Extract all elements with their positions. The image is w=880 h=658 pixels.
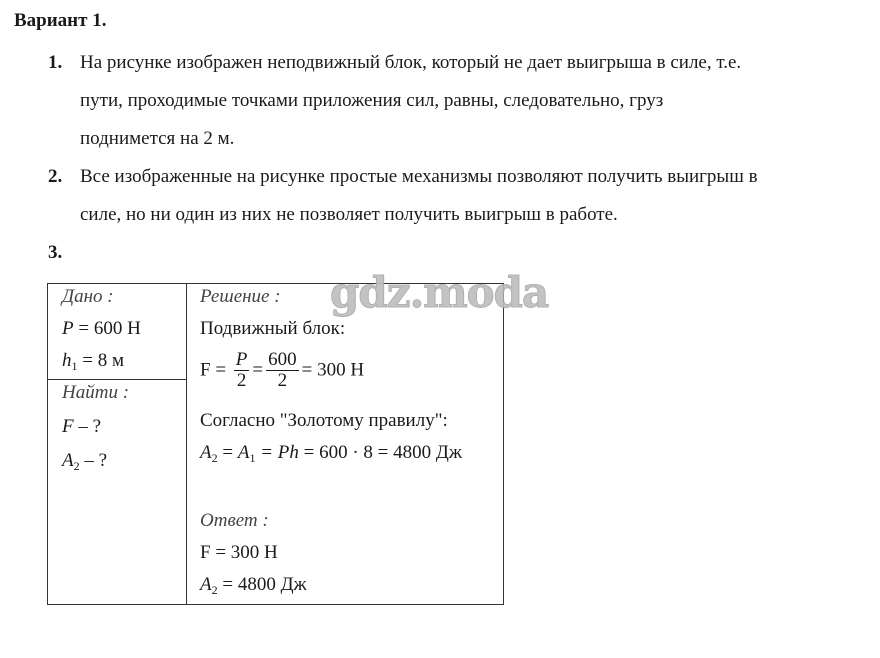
find-work: $A_2$ – ? <box>62 450 108 473</box>
watermark-logo: gdz.moda <box>330 268 549 317</box>
page-title: Вариант 1. <box>14 10 107 31</box>
problem-1-line-1: На рисунке изображен неподвижный блок, который не дает выигрыша в силе, т.е. <box>80 52 742 73</box>
solution-golden-rule: Согласно "Золотому правилу": <box>200 410 448 431</box>
table-column-divider <box>186 283 187 605</box>
given-weight: P = 600 Н <box>62 318 141 339</box>
find-label: Найти : <box>62 382 130 403</box>
problem-3-number: 3. <box>48 242 63 263</box>
problem-2-line-1: Все изображенные на рисунке простые механизмы позволяют получить выигрыш в <box>80 166 758 187</box>
table-row-divider <box>47 379 187 380</box>
problem-2-number: 2. <box>48 166 63 187</box>
fraction-600-over-2: $\frac{600}{2}$ <box>268 349 297 391</box>
solution-label: Решение : <box>200 286 281 307</box>
find-force: F – ? <box>62 416 102 437</box>
problem-1-line-2: пути, проходимые точками приложения сил, равны, следовательно, груз <box>80 90 664 111</box>
given-height: $h_1 = 8$ м <box>62 350 124 373</box>
answer-label: Ответ : <box>200 510 269 531</box>
solution-line-pulley: Подвижный блок: <box>200 318 346 339</box>
solution-work-formula: $A_2 = A_1 = Ph = 600 \cdot 8 = 4800$ Дж <box>200 442 462 465</box>
problem-2-line-2: силе, но ни один из них не позволяет получить выигрыш в работе. <box>80 204 618 225</box>
fraction-p-over-2: $\frac{P}{2}$ <box>235 349 248 391</box>
answer-force: F = 300 Н <box>200 542 278 563</box>
problem-1-number: 1. <box>48 52 63 73</box>
solution-force-formula: F = $\frac{P}{2}$ = $\frac{600}{2}$ = 300 Н <box>200 349 365 391</box>
problem-1-line-3: поднимется на 2 м. <box>80 128 235 149</box>
given-label: Дано : <box>62 286 114 307</box>
answer-work: $A_2 = 4800$ Дж <box>200 574 307 597</box>
